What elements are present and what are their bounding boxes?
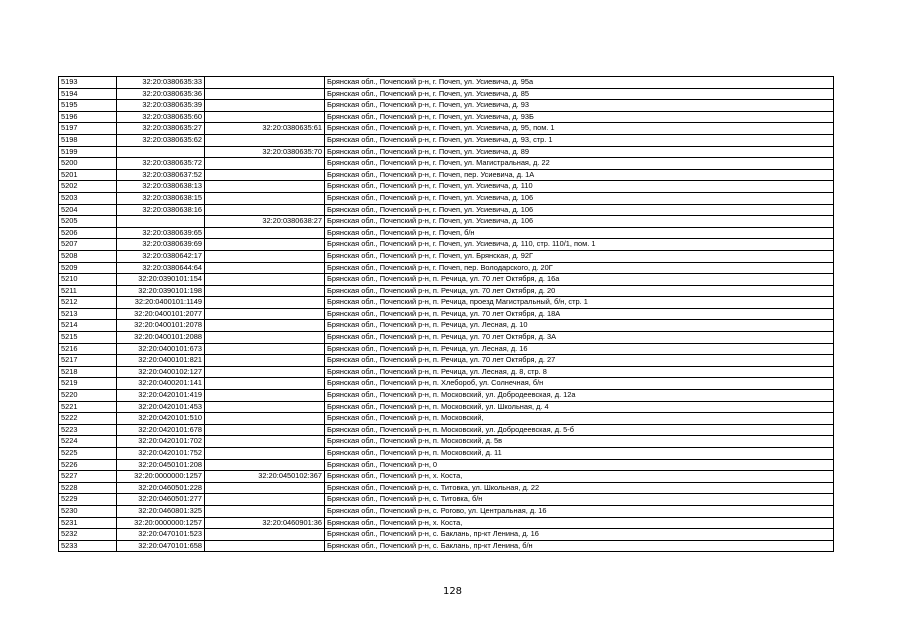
row-number-cell: 5198 <box>59 134 117 146</box>
row-number-cell: 5212 <box>59 297 117 309</box>
table-row <box>59 274 834 286</box>
row-number-cell: 5207 <box>59 239 117 251</box>
table-row <box>59 123 834 135</box>
table-row <box>59 505 834 517</box>
parent-cadastral-number-cell: 32:20:0380635:70 <box>205 146 325 158</box>
parent-cadastral-number-cell <box>205 482 325 494</box>
cadastral-number-cell: 32:20:0470101:658 <box>117 540 205 552</box>
parent-cadastral-number-cell <box>205 494 325 506</box>
table-row <box>59 204 834 216</box>
cadastral-number-cell: 32:20:0460501:228 <box>117 482 205 494</box>
address-cell: Брянская обл., Почепский р-н, г. Почеп, ул. Усиевича, д. 93 <box>325 100 834 112</box>
cadastral-table <box>58 76 834 552</box>
cadastral-number-cell: 32:20:0420101:510 <box>117 413 205 425</box>
address-cell: Брянская обл., Почепский р-н, г. Почеп, ул. Усиевича, д. 95, пом. 1 <box>325 123 834 135</box>
page-number: 128 <box>442 586 463 597</box>
parent-cadastral-number-cell <box>205 320 325 332</box>
row-number-cell: 5216 <box>59 343 117 355</box>
cadastral-number-cell: 32:20:0380635:60 <box>117 111 205 123</box>
row-number-cell: 5202 <box>59 181 117 193</box>
cadastral-number-cell: 32:20:0380638:15 <box>117 192 205 204</box>
row-number-cell: 5231 <box>59 517 117 529</box>
cadastral-number-cell: 32:20:0400101:673 <box>117 343 205 355</box>
row-number-cell: 5209 <box>59 262 117 274</box>
parent-cadastral-number-cell: 32:20:0380635:61 <box>205 123 325 135</box>
cadastral-number-cell: 32:20:0380638:16 <box>117 204 205 216</box>
row-number-cell: 5233 <box>59 540 117 552</box>
parent-cadastral-number-cell <box>205 111 325 123</box>
row-number-cell: 5208 <box>59 250 117 262</box>
cadastral-number-cell: 32:20:0000000:1257 <box>117 471 205 483</box>
address-cell: Брянская обл., Почепский р-н, п. Речица, ул. Лесная, д. 10 <box>325 320 834 332</box>
address-cell: Брянская обл., Почепский р-н, п. Речица, ул. 70 лет Октября, д. 3А <box>325 332 834 344</box>
parent-cadastral-number-cell <box>205 505 325 517</box>
address-cell: Брянская обл., Почепский р-н, г. Почеп, ул. Усиевича, д. 106 <box>325 204 834 216</box>
cadastral-number-cell: 32:20:0390101:198 <box>117 285 205 297</box>
table-row <box>59 436 834 448</box>
cadastral-number-cell: 32:20:0470101:523 <box>117 529 205 541</box>
parent-cadastral-number-cell <box>205 158 325 170</box>
cadastral-number-cell: 32:20:0450101:208 <box>117 459 205 471</box>
parent-cadastral-number-cell <box>205 250 325 262</box>
address-cell: Брянская обл., Почепский р-н, п. Московский, ул. Добродеевская, д. 5-б <box>325 424 834 436</box>
address-cell: Брянская обл., Почепский р-н, г. Почеп, ул. Усиевича, д. 106 <box>325 192 834 204</box>
address-cell: Брянская обл., Почепский р-н, с. Баклань, пр-кт Ленина, д. 16 <box>325 529 834 541</box>
cadastral-number-cell: 32:20:0460501:277 <box>117 494 205 506</box>
row-number-cell: 5229 <box>59 494 117 506</box>
parent-cadastral-number-cell <box>205 77 325 89</box>
address-cell: Брянская обл., Почепский р-н, п. Московский, д. 11 <box>325 448 834 460</box>
table-row <box>59 390 834 402</box>
address-cell: Брянская обл., Почепский р-н, х. Коста, <box>325 471 834 483</box>
address-cell: Брянская обл., Почепский р-н, г. Почеп, ул. Усиевича, д. 95а <box>325 77 834 89</box>
row-number-cell: 5196 <box>59 111 117 123</box>
row-number-cell: 5193 <box>59 77 117 89</box>
address-cell: Брянская обл., Почепский р-н, г. Почеп, пер. Володарского, д. 20Г <box>325 262 834 274</box>
table-row <box>59 181 834 193</box>
row-number-cell: 5224 <box>59 436 117 448</box>
cadastral-number-cell: 32:20:0420101:702 <box>117 436 205 448</box>
row-number-cell: 5218 <box>59 366 117 378</box>
row-number-cell: 5215 <box>59 332 117 344</box>
table-row <box>59 343 834 355</box>
cadastral-number-cell: 32:20:0460801:325 <box>117 505 205 517</box>
row-number-cell: 5201 <box>59 169 117 181</box>
cadastral-number-cell: 32:20:0380635:36 <box>117 88 205 100</box>
address-cell: Брянская обл., Почепский р-н, г. Почеп, ул. Усиевича, д. 110 <box>325 181 834 193</box>
parent-cadastral-number-cell: 32:20:0450102:367 <box>205 471 325 483</box>
address-cell: Брянская обл., Почепский р-н, п. Московский, ул. Добродеевская, д. 12а <box>325 390 834 402</box>
parent-cadastral-number-cell <box>205 459 325 471</box>
cadastral-number-cell: 32:20:0380635:33 <box>117 77 205 89</box>
table-row <box>59 540 834 552</box>
row-number-cell: 5223 <box>59 424 117 436</box>
row-number-cell: 5200 <box>59 158 117 170</box>
row-number-cell: 5219 <box>59 378 117 390</box>
address-cell: Брянская обл., Почепский р-н, п. Речица, ул. 70 лет Октября, д. 16а <box>325 274 834 286</box>
parent-cadastral-number-cell <box>205 169 325 181</box>
row-number-cell: 5213 <box>59 308 117 320</box>
table-row <box>59 366 834 378</box>
table-row <box>59 216 834 228</box>
cadastral-number-cell: 32:20:0400101:2077 <box>117 308 205 320</box>
cadastral-number-cell: 32:20:0400101:1149 <box>117 297 205 309</box>
table-row <box>59 529 834 541</box>
parent-cadastral-number-cell <box>205 239 325 251</box>
table-row <box>59 471 834 483</box>
parent-cadastral-number-cell <box>205 192 325 204</box>
parent-cadastral-number-cell <box>205 204 325 216</box>
parent-cadastral-number-cell <box>205 274 325 286</box>
table-row <box>59 192 834 204</box>
table-row <box>59 146 834 158</box>
parent-cadastral-number-cell <box>205 100 325 112</box>
row-number-cell: 5221 <box>59 401 117 413</box>
row-number-cell: 5195 <box>59 100 117 112</box>
table-row <box>59 262 834 274</box>
parent-cadastral-number-cell <box>205 134 325 146</box>
address-cell: Брянская обл., Почепский р-н, п. Московский, д. 5в <box>325 436 834 448</box>
address-cell: Брянская обл., Почепский р-н, г. Почеп, ул. Усиевича, д. 93Б <box>325 111 834 123</box>
table-row <box>59 158 834 170</box>
parent-cadastral-number-cell <box>205 297 325 309</box>
table-row <box>59 308 834 320</box>
cadastral-number-cell: 32:20:0420101:752 <box>117 448 205 460</box>
cadastral-number-cell: 32:20:0400102:127 <box>117 366 205 378</box>
table-row <box>59 134 834 146</box>
cadastral-number-cell: 32:20:0380639:69 <box>117 239 205 251</box>
row-number-cell: 5206 <box>59 227 117 239</box>
table-row <box>59 297 834 309</box>
address-cell: Брянская обл., Почепский р-н, г. Почеп, б/н <box>325 227 834 239</box>
parent-cadastral-number-cell <box>205 540 325 552</box>
row-number-cell: 5204 <box>59 204 117 216</box>
address-cell: Брянская обл., Почепский р-н, п. Речица, ул. 70 лет Октября, д. 20 <box>325 285 834 297</box>
address-cell: Брянская обл., Почепский р-н, г. Почеп, ул. Усиевича, д. 93, стр. 1 <box>325 134 834 146</box>
address-cell: Брянская обл., Почепский р-н, п. Речица, ул. 70 лет Октября, д. 18А <box>325 308 834 320</box>
cadastral-number-cell: 32:20:0380638:13 <box>117 181 205 193</box>
table-row <box>59 424 834 436</box>
cadastral-number-cell <box>117 216 205 228</box>
table-row <box>59 239 834 251</box>
row-number-cell: 5197 <box>59 123 117 135</box>
address-cell: Брянская обл., Почепский р-н, п. Речица, ул. Лесная, д. 8, стр. 8 <box>325 366 834 378</box>
parent-cadastral-number-cell: 32:20:0460901:36 <box>205 517 325 529</box>
cadastral-number-cell: 32:20:0380644:64 <box>117 262 205 274</box>
table-row <box>59 77 834 89</box>
table-row <box>59 378 834 390</box>
table-row <box>59 332 834 344</box>
address-cell: Брянская обл., Почепский р-н, п. Московский, <box>325 413 834 425</box>
cadastral-number-cell: 32:20:0420101:678 <box>117 424 205 436</box>
parent-cadastral-number-cell: 32:20:0380638:27 <box>205 216 325 228</box>
cadastral-number-cell: 32:20:0380635:72 <box>117 158 205 170</box>
parent-cadastral-number-cell <box>205 378 325 390</box>
cadastral-number-cell: 32:20:0380637:52 <box>117 169 205 181</box>
parent-cadastral-number-cell <box>205 401 325 413</box>
address-cell: Брянская обл., Почепский р-н, г. Почеп, ул. Усиевича, д. 85 <box>325 88 834 100</box>
row-number-cell: 5232 <box>59 529 117 541</box>
address-cell: Брянская обл., Почепский р-н, с. Титовка, ул. Школьная, д. 22 <box>325 482 834 494</box>
row-number-cell: 5220 <box>59 390 117 402</box>
row-number-cell: 5222 <box>59 413 117 425</box>
row-number-cell: 5203 <box>59 192 117 204</box>
table-row <box>59 88 834 100</box>
table-row <box>59 169 834 181</box>
table-row <box>59 250 834 262</box>
cadastral-number-cell: 32:20:0380635:27 <box>117 123 205 135</box>
address-cell: Брянская обл., Почепский р-н, п. Хлебороб, ул. Солнечная, б/н <box>325 378 834 390</box>
row-number-cell: 5199 <box>59 146 117 158</box>
cadastral-number-cell: 32:20:0400101:821 <box>117 355 205 367</box>
cadastral-number-cell: 32:20:0400101:2088 <box>117 332 205 344</box>
table-row <box>59 448 834 460</box>
row-number-cell: 5210 <box>59 274 117 286</box>
address-cell: Брянская обл., Почепский р-н, п. Московский, ул. Школьная, д. 4 <box>325 401 834 413</box>
parent-cadastral-number-cell <box>205 355 325 367</box>
row-number-cell: 5227 <box>59 471 117 483</box>
parent-cadastral-number-cell <box>205 227 325 239</box>
parent-cadastral-number-cell <box>205 424 325 436</box>
table-row <box>59 227 834 239</box>
table-row <box>59 100 834 112</box>
cadastral-number-cell: 32:20:0400201:141 <box>117 378 205 390</box>
row-number-cell: 5228 <box>59 482 117 494</box>
row-number-cell: 5226 <box>59 459 117 471</box>
address-cell: Брянская обл., Почепский р-н, 0 <box>325 459 834 471</box>
cadastral-number-cell: 32:20:0380639:65 <box>117 227 205 239</box>
table-row <box>59 111 834 123</box>
row-number-cell: 5225 <box>59 448 117 460</box>
address-cell: Брянская обл., Почепский р-н, с. Рогово, ул. Центральная, д. 16 <box>325 505 834 517</box>
table-row <box>59 494 834 506</box>
table-row <box>59 413 834 425</box>
parent-cadastral-number-cell <box>205 181 325 193</box>
parent-cadastral-number-cell <box>205 448 325 460</box>
address-cell: Брянская обл., Почепский р-н, с. Баклань, пр-кт Ленина, б/н <box>325 540 834 552</box>
parent-cadastral-number-cell <box>205 88 325 100</box>
address-cell: Брянская обл., Почепский р-н, х. Коста, <box>325 517 834 529</box>
address-cell: Брянская обл., Почепский р-н, г. Почеп, ул. Магистральная, д. 22 <box>325 158 834 170</box>
table-row <box>59 401 834 413</box>
parent-cadastral-number-cell <box>205 285 325 297</box>
cadastral-number-cell: 32:20:0420101:453 <box>117 401 205 413</box>
row-number-cell: 5230 <box>59 505 117 517</box>
table-row <box>59 355 834 367</box>
row-number-cell: 5214 <box>59 320 117 332</box>
parent-cadastral-number-cell <box>205 366 325 378</box>
row-number-cell: 5211 <box>59 285 117 297</box>
address-cell: Брянская обл., Почепский р-н, с. Титовка, б/н <box>325 494 834 506</box>
address-cell: Брянская обл., Почепский р-н, г. Почеп, ул. Брянская, д. 92Г <box>325 250 834 262</box>
cadastral-number-cell: 32:20:0380642:17 <box>117 250 205 262</box>
address-cell: Брянская обл., Почепский р-н, г. Почеп, ул. Усиевича, д. 89 <box>325 146 834 158</box>
address-cell: Брянская обл., Почепский р-н, г. Почеп, ул. Усиевича, д. 110, стр. 110/1, пом. 1 <box>325 239 834 251</box>
cadastral-number-cell: 32:20:0000000:1257 <box>117 517 205 529</box>
address-cell: Брянская обл., Почепский р-н, г. Почеп, ул. Усиевича, д. 106 <box>325 216 834 228</box>
cadastral-number-cell: 32:20:0420101:419 <box>117 390 205 402</box>
table-body <box>59 77 834 552</box>
parent-cadastral-number-cell <box>205 308 325 320</box>
parent-cadastral-number-cell <box>205 332 325 344</box>
parent-cadastral-number-cell <box>205 390 325 402</box>
parent-cadastral-number-cell <box>205 343 325 355</box>
cadastral-number-cell <box>117 146 205 158</box>
parent-cadastral-number-cell <box>205 529 325 541</box>
address-cell: Брянская обл., Почепский р-н, г. Почеп, пер. Усиевича, д. 1А <box>325 169 834 181</box>
row-number-cell: 5217 <box>59 355 117 367</box>
table-row <box>59 517 834 529</box>
table-row <box>59 320 834 332</box>
address-cell: Брянская обл., Почепский р-н, п. Речица, ул. Лесная, д. 16 <box>325 343 834 355</box>
parent-cadastral-number-cell <box>205 413 325 425</box>
row-number-cell: 5194 <box>59 88 117 100</box>
row-number-cell: 5205 <box>59 216 117 228</box>
cadastral-number-cell: 32:20:0400101:2078 <box>117 320 205 332</box>
table-row <box>59 459 834 471</box>
cadastral-number-cell: 32:20:0380635:39 <box>117 100 205 112</box>
table-row <box>59 482 834 494</box>
cadastral-number-cell: 32:20:0390101:154 <box>117 274 205 286</box>
address-cell: Брянская обл., Почепский р-н, п. Речица, ул. 70 лет Октября, д. 27 <box>325 355 834 367</box>
address-cell: Брянская обл., Почепский р-н, п. Речица, проезд Магистральный, б/н, стр. 1 <box>325 297 834 309</box>
cadastral-number-cell: 32:20:0380635:62 <box>117 134 205 146</box>
table-row <box>59 285 834 297</box>
parent-cadastral-number-cell <box>205 436 325 448</box>
parent-cadastral-number-cell <box>205 262 325 274</box>
